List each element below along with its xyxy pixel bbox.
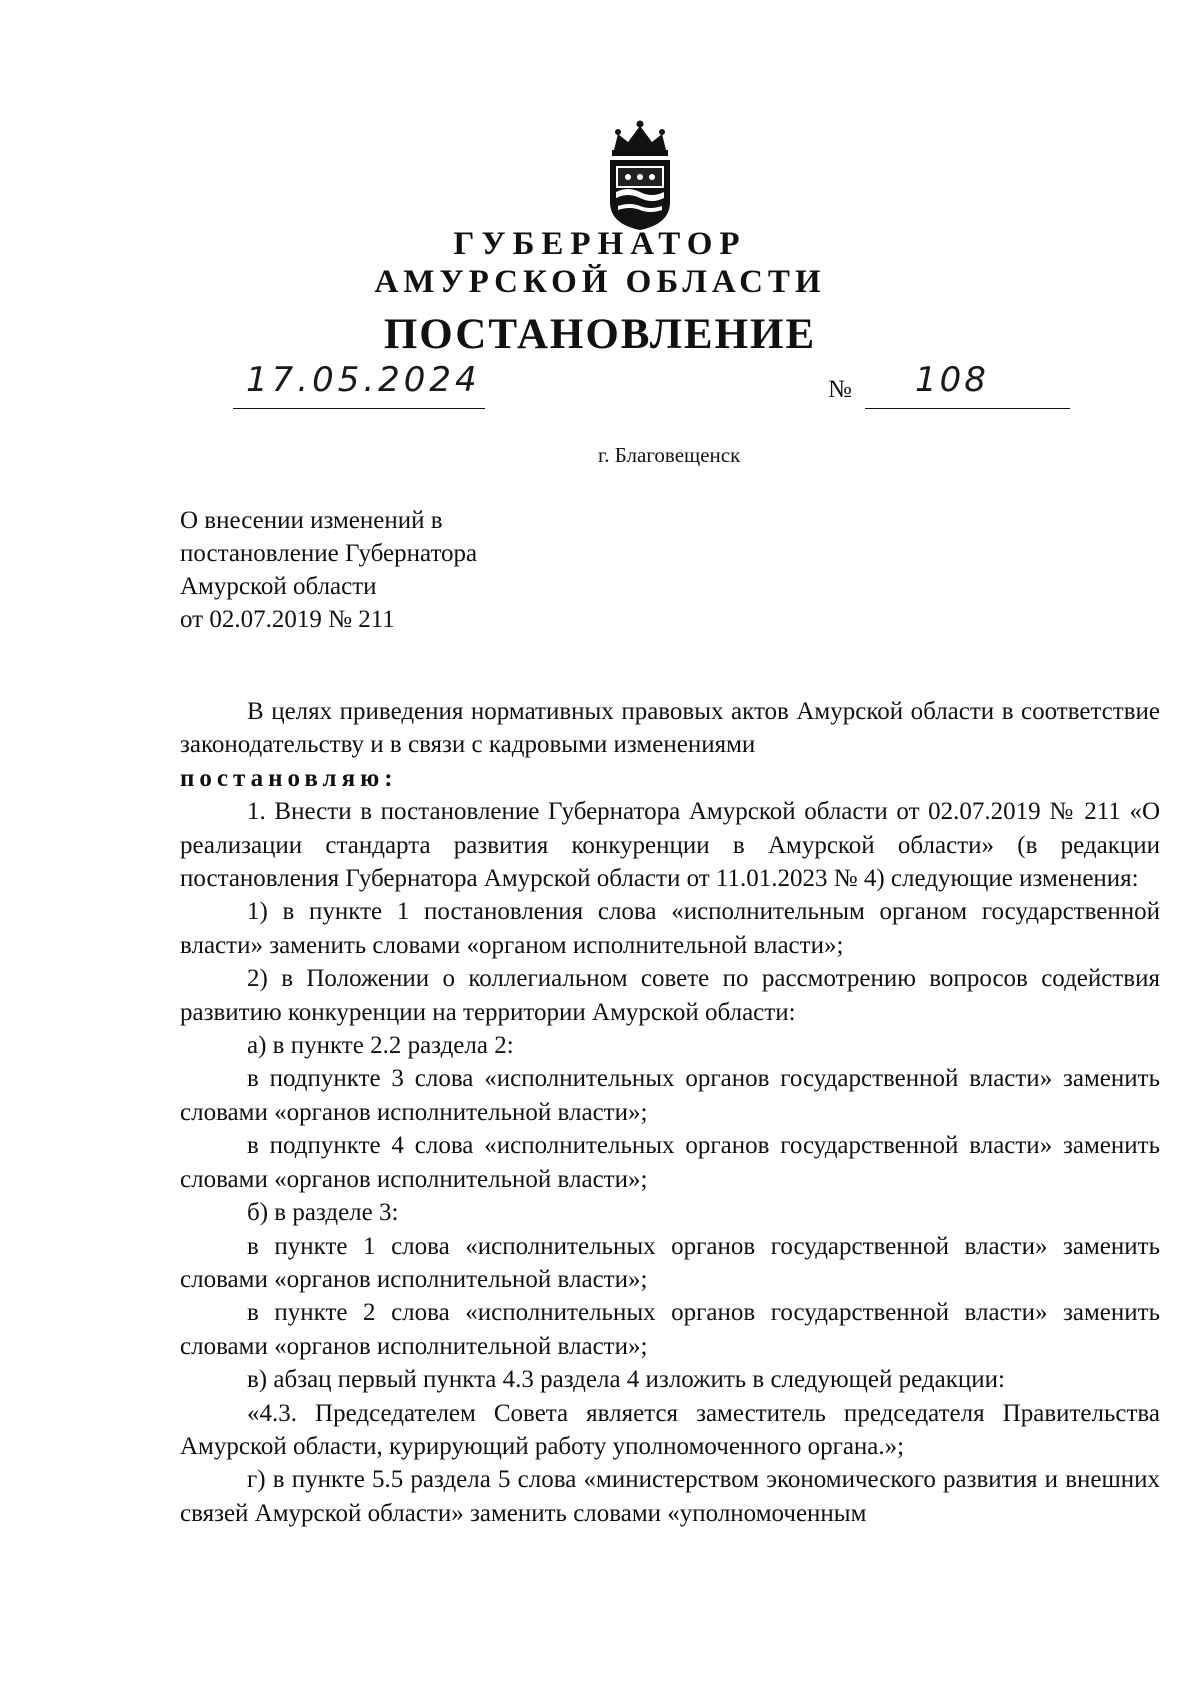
number-sign: № <box>828 376 852 403</box>
document-subject <box>180 504 477 636</box>
subitem-b: б) в разделе 3: <box>247 1199 399 1227</box>
subitem-b-paragraph-2: в пункте 2 слова «исполнительных органов государственной власти» заменить словами «органов исполнительной власти»; <box>180 1299 1160 1360</box>
subitem-a-paragraph-1: в подпункте 3 слова «исполнительных органов государственной власти» заменить словами «органов исполнительной власти»; <box>180 1065 1160 1126</box>
handwritten-date: 17.05.2024 <box>246 360 481 400</box>
subject-line: от 02.07.2019 № 211 <box>180 606 395 633</box>
subitem-a: а) в пункте 2.2 раздела 2: <box>247 1032 514 1060</box>
handwritten-number: 108 <box>915 360 989 400</box>
subitem-b-paragraph-1: в пункте 1 слова «исполнительных органов государственной власти» заменить словами «органов исполнительной власти»; <box>180 1232 1160 1293</box>
subitem-g: г) в пункте 5.5 раздела 5 слова «министерством экономического развития и внешних связей Амурской области» заменить словами «уполномоченным <box>180 1466 1160 1527</box>
preamble-paragraph: В целях приведения нормативных правовых актов Амурской области в соответствие законодательству и в связи с кадровыми изменениями <box>180 698 1160 759</box>
item-1-subitem-1: 1) в пункте 1 постановления слова «исполнительным органом государственной власти» заменить словами «органом исполнительной власти»; <box>180 898 1160 959</box>
item-1-subitem-2: 2) в Положении о коллегиальном совете по рассмотрению вопросов содействия развитию конкуренции на территории Амурской области: <box>180 965 1160 1026</box>
city-label: г. Благовещенск <box>598 443 741 467</box>
coat-of-arms-emblem <box>600 120 680 232</box>
subject-line: Амурской области <box>180 573 377 600</box>
subject-line: О внесении изменений в <box>180 507 443 534</box>
subitem-v-quote: «4.3. Председателем Совета является заместитель председателя Правительства Амурской области, курирующий работу уполномоченного органа.»; <box>180 1399 1160 1460</box>
header-governor: ГУБЕРНАТОР <box>453 226 747 262</box>
header-region: АМУРСКОЙ ОБЛАСТИ <box>374 264 826 300</box>
document-body <box>180 695 1160 1530</box>
resolves-word: постановляю: <box>180 764 398 792</box>
date-underline <box>233 408 485 409</box>
number-underline <box>865 408 1070 409</box>
subitem-v: в) абзац первый пункта 4.3 раздела 4 изложить в следующей редакции: <box>247 1366 1005 1394</box>
subitem-a-paragraph-2: в подпункте 4 слова «исполнительных органов государственной власти» заменить словами «органов исполнительной власти»; <box>180 1132 1160 1193</box>
document-type-title: ПОСТАНОВЛЕНИЕ <box>383 311 817 358</box>
subject-line: постановление Губернатора <box>180 540 478 567</box>
item-1: 1. Внести в постановление Губернатора Амурской области от 02.07.2019 № 211 «О реализации стандарта развития конкуренции в Амурской области» (в редакции постановления Губернатора Амурской области от 11.01.2023 № 4) следующие изменения: <box>180 798 1160 893</box>
